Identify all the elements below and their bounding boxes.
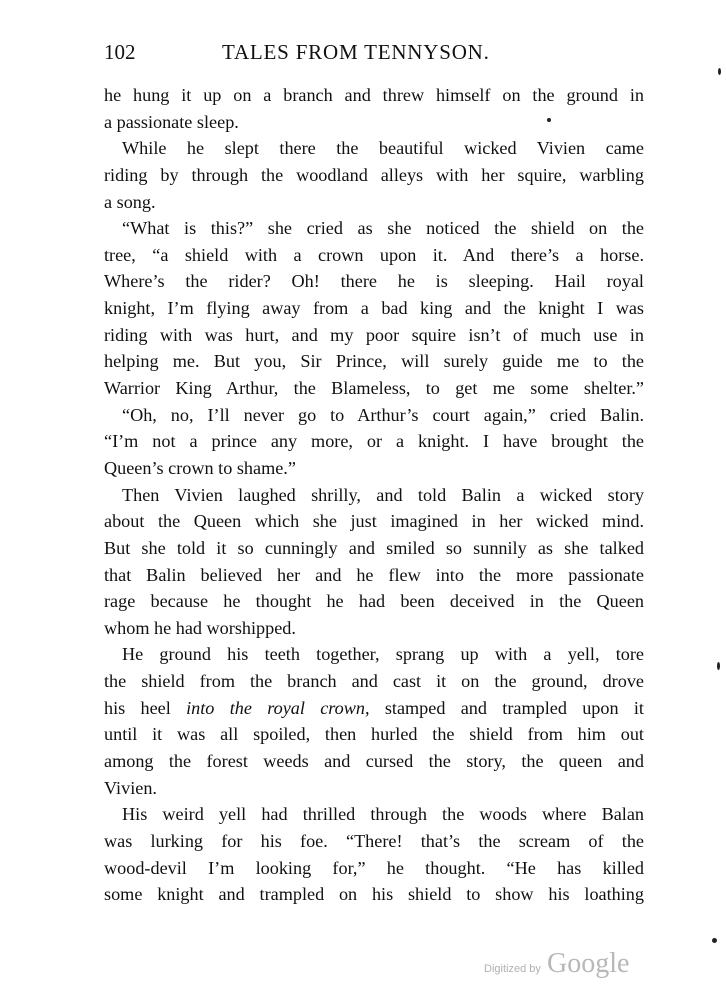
- paragraph: [104, 641, 644, 801]
- paragraph: [104, 215, 644, 401]
- paragraph: [104, 135, 644, 215]
- text-line: riding with was hurt, and my poor squire isn’t of much use in: [104, 324, 644, 345]
- text-line: “Oh, no, I’ll never go to Arthur’s court again,” cried Balin.: [122, 404, 644, 425]
- text-line: Then Vivien laughed shrilly, and told Balin a wicked story: [122, 484, 644, 505]
- text-line: helping me. But you, Sir Prince, will surely guide me to the: [104, 351, 644, 372]
- text-line: tree, “a shield with a crown upon it. And there’s a horse.: [104, 244, 644, 265]
- text-line: But she told it so cunningly and smiled so sunnily as she talked: [104, 537, 644, 558]
- text-line: a passionate sleep.: [104, 111, 239, 132]
- text-line: While he slept there the beautiful wicked Vivien came: [122, 138, 644, 159]
- paragraph: [104, 82, 644, 135]
- text-line: some knight and trampled on his shield to show his loathing: [104, 884, 644, 905]
- text-line: he hung it up on a branch and threw himself on the ground in: [104, 85, 644, 105]
- text-line: was lurking for his foe. “There! that’s the scream of the: [104, 830, 644, 851]
- scan-speck: [712, 938, 717, 943]
- text-run: , stamped and trampled upon it: [365, 697, 644, 718]
- paragraph: [104, 402, 644, 482]
- page-number: 102: [104, 40, 136, 64]
- watermark-prefix: Digitized by: [484, 963, 541, 975]
- text-line: riding by through the woodland alleys with her squire, warbling: [104, 164, 644, 185]
- page-header: [104, 40, 644, 66]
- text-line: Warrior King Arthur, the Blameless, to get me some shelter.”: [104, 378, 644, 399]
- text-line: Vivien.: [104, 777, 157, 798]
- text-line: that Balin believed her and he flew into the more passionate: [104, 564, 644, 585]
- text-line: He ground his teeth together, sprang up with a yell, tore: [122, 644, 644, 665]
- text-line: the shield from the branch and cast it on the ground, drove: [104, 671, 644, 692]
- text-line: Queen’s crown to shame.”: [104, 457, 296, 478]
- text-line: “I’m not a prince any more, or a knight. I have brought the: [104, 431, 644, 452]
- google-logo: Google: [547, 948, 630, 979]
- italic-phrase: into the royal crown: [186, 697, 365, 718]
- paragraph: [104, 482, 644, 642]
- digitized-watermark: [484, 948, 644, 982]
- text-line: until it was all spoiled, then hurled the shield from him out: [104, 724, 644, 745]
- text-line: His weird yell had thrilled through the woods where Balan: [122, 804, 644, 825]
- paragraph: [104, 801, 644, 908]
- text-line: “What is this?” she cried as she noticed the shield on the: [122, 218, 644, 239]
- text-line: a song.: [104, 191, 156, 212]
- text-run: his heel: [104, 697, 187, 718]
- scan-speck: [547, 118, 551, 122]
- text-line: among the forest weeds and cursed the story, the queen and: [104, 751, 644, 772]
- text-line-with-italic: [104, 695, 644, 722]
- text-line: whom he had worshipped.: [104, 617, 296, 638]
- body-text: [104, 82, 644, 908]
- text-line: knight, I’m flying away from a bad king and the knight I was: [104, 298, 644, 319]
- text-line: wood-devil I’m looking for,” he thought. “He has killed: [104, 857, 644, 878]
- scan-speck: [717, 662, 720, 670]
- running-title: TALES FROM TENNYSON.: [222, 40, 490, 64]
- text-line: about the Queen which she just imagined in her wicked mind.: [104, 511, 644, 532]
- text-line: rage because he thought he had been deceived in the Queen: [104, 591, 644, 612]
- text-line: Where’s the rider? Oh! there he is sleeping. Hail royal: [104, 271, 644, 292]
- scan-speck: [718, 68, 721, 75]
